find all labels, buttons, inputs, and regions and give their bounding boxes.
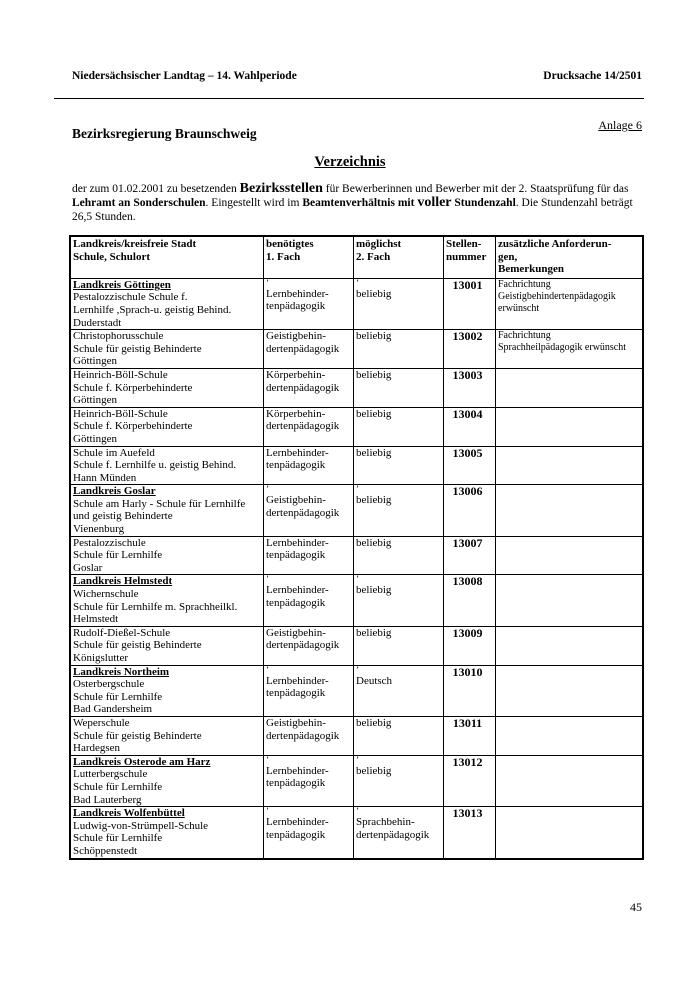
- document-header-right: Drucksache 14/2501: [543, 70, 642, 82]
- table-row: [71, 755, 643, 806]
- school-cell: [71, 626, 264, 665]
- remarks-cell: [496, 716, 643, 755]
- school-cell: [71, 278, 264, 329]
- subject-2-text: beliebig: [356, 494, 392, 507]
- intro-emphasis-3: Beamtenverhältnis mit: [302, 197, 418, 209]
- subject-1-cell: [264, 446, 354, 485]
- document-header-left: Niedersächsischer Landtag – 14. Wahlperiode: [72, 70, 297, 82]
- subject-2-text: Sprachbehin- dertenpädagogik: [356, 816, 430, 841]
- tick-mark: ʼ: [356, 574, 359, 585]
- position-number-text: 13007: [452, 535, 483, 550]
- subject-2-cell: [354, 330, 444, 369]
- tick-mark: ʼ: [356, 277, 359, 288]
- remarks-cell: [496, 807, 643, 858]
- position-number-cell: [444, 575, 496, 626]
- subject-1-cell: [264, 807, 354, 858]
- subject-1-text: Lernbehinder- tenpädagogik: [266, 536, 329, 562]
- remarks-text: Fachrichtung Sprachheilpädagogik erwünscht: [498, 330, 627, 354]
- remarks-cell: [496, 485, 643, 536]
- subject-2-cell: [354, 407, 444, 446]
- school-name: Wichernschule Schule für Lernhilfe m. Sprachheilkl. Helmstedt: [73, 588, 238, 626]
- remarks-cell: [496, 330, 643, 369]
- position-number-cell: [444, 407, 496, 446]
- subject-1-text: Lernbehinder- tenpädagogik: [266, 764, 329, 790]
- position-number-text: 13005: [452, 445, 483, 460]
- table-row: [71, 536, 643, 575]
- subject-2-text: beliebig: [356, 330, 392, 343]
- subject-2-text: beliebig: [356, 446, 392, 459]
- position-number-text: 13012: [452, 754, 483, 769]
- tick-mark: ʼ: [266, 754, 269, 765]
- position-number-text: 13002: [452, 329, 483, 344]
- positions-table: [70, 236, 643, 859]
- school-name: Osterbergschule Schule für Lernhilfe Bad Gandersheim: [73, 678, 163, 716]
- position-number-text: 13009: [452, 625, 483, 640]
- school-name: Pestalozzischule Schule für Lernhilfe Goslar: [73, 536, 163, 574]
- subject-1-cell: [264, 485, 354, 536]
- table-row: [71, 807, 643, 858]
- intro-text-2: für Bewerberinnen und Bewerber mit der 2. Staatsprüfung für das: [322, 183, 629, 195]
- position-number-text: 13013: [452, 806, 483, 821]
- subject-1-cell: [264, 575, 354, 626]
- tick-mark: ʼ: [356, 806, 359, 817]
- school-name: Ludwig-von-Strümpell-Schule Schule für Lernhilfe Schöppenstedt: [73, 819, 209, 857]
- subject-1-text: Geistigbehin- dertenpädagogik: [266, 716, 340, 742]
- page-title: Verzeichnis: [314, 154, 386, 170]
- school-cell: [71, 536, 264, 575]
- remarks-cell: [496, 407, 643, 446]
- position-number-cell: [444, 665, 496, 716]
- subject-1-text: Körperbehin- dertenpädagogik: [266, 407, 340, 433]
- table-row: [71, 575, 643, 626]
- subject-1-cell: [264, 536, 354, 575]
- position-number-text: 13011: [452, 715, 483, 730]
- column-header-fach2-text: möglichst 2. Fach: [356, 238, 402, 263]
- subject-2-cell: [354, 575, 444, 626]
- subject-1-text: Geistigbehin- dertenpädagogik: [266, 626, 340, 652]
- tick-mark: ʼ: [266, 277, 269, 288]
- intro-text-3: . Eingestellt wird im: [205, 197, 303, 209]
- column-header-nummer-text: Stellen- nummer: [446, 238, 487, 263]
- school-cell: [71, 665, 264, 716]
- intro-emphasis-5: Stundenzahl: [451, 197, 516, 209]
- subject-2-text: beliebig: [356, 368, 392, 381]
- table-row: [71, 278, 643, 329]
- school-name: Lutterbergschule Schule für Lernhilfe Bad Lauterberg: [73, 768, 163, 806]
- subject-2-text: Deutsch: [356, 674, 393, 687]
- district-name: Landkreis Wolfenbüttel: [73, 807, 185, 820]
- school-cell: [71, 575, 264, 626]
- school-name: Schule am Harly - Schule für Lernhilfe und geistig Behinderte Vienenburg: [73, 497, 246, 536]
- subject-1-text: Körperbehin- dertenpädagogik: [266, 368, 340, 394]
- subject-1-text: Lernbehinder- tenpädagogik: [266, 287, 329, 313]
- table-row: [71, 407, 643, 446]
- school-cell: [71, 446, 264, 485]
- school-name: Heinrich-Böll-Schule Schule f. Körperbehinderte Göttingen: [73, 368, 193, 407]
- remarks-cell: [496, 575, 643, 626]
- subject-1-cell: [264, 330, 354, 369]
- position-number-text: 13004: [452, 406, 483, 421]
- school-name: Pestalozzischule Schule f. Lernhilfe ,Sprach-u. geistig Behind. Duderstadt: [73, 291, 232, 329]
- remarks-cell: [496, 368, 643, 407]
- subject-2-text: beliebig: [356, 536, 392, 549]
- table-row: [71, 626, 643, 665]
- subject-1-cell: [264, 278, 354, 329]
- table-body: [71, 278, 643, 858]
- subject-1-text: Lernbehinder- tenpädagogik: [266, 816, 329, 841]
- subject-1-text: Geistigbehin- dertenpädagogik: [266, 494, 340, 519]
- column-header-remarks: [496, 237, 643, 279]
- header-divider: [54, 98, 644, 99]
- school-cell: [71, 485, 264, 536]
- subject-2-cell: [354, 368, 444, 407]
- position-number-text: 13003: [452, 367, 483, 382]
- table-header-row: [71, 237, 643, 279]
- subject-2-cell: [354, 665, 444, 716]
- subject-1-cell: [264, 407, 354, 446]
- tick-mark: ʼ: [266, 484, 269, 495]
- subject-1-text: Geistigbehin- dertenpädagogik: [266, 330, 340, 355]
- table-row: [71, 446, 643, 485]
- column-header-fach2: [354, 237, 444, 279]
- school-name: Rudolf-Dießel-Schule Schule für geistig Behinderte Königslutter: [73, 626, 202, 664]
- school-cell: [71, 407, 264, 446]
- tick-mark: ʼ: [356, 664, 359, 675]
- tick-mark: ʼ: [266, 664, 269, 675]
- subject-1-cell: [264, 626, 354, 665]
- column-header-fach1-text: benötigtes 1. Fach: [266, 238, 314, 263]
- school-name: Schule im Auefeld Schule f. Lernhilfe u. geistig Behind. Hann Münden: [73, 446, 237, 484]
- column-header-school-text: Landkreis/kreisfreie Stadt Schule, Schulort: [73, 238, 197, 263]
- district-name: Landkreis Osterode am Harz: [73, 755, 211, 768]
- subject-2-text: beliebig: [356, 626, 392, 639]
- subject-2-cell: [354, 485, 444, 536]
- subject-2-cell: [354, 807, 444, 858]
- remarks-cell: [496, 278, 643, 329]
- subject-1-text: Lernbehinder- tenpädagogik: [266, 584, 329, 610]
- position-number-text: 13008: [452, 574, 483, 589]
- position-number-cell: [444, 716, 496, 755]
- position-number-text: 13006: [452, 484, 483, 499]
- table-row: [71, 716, 643, 755]
- subject-2-text: beliebig: [356, 584, 392, 597]
- school-cell: [71, 807, 264, 858]
- remarks-cell: [496, 536, 643, 575]
- remarks-cell: [496, 626, 643, 665]
- subject-2-cell: [354, 536, 444, 575]
- tick-mark: ʼ: [266, 806, 269, 817]
- intro-emphasis-4: voller: [417, 195, 452, 210]
- tick-mark: ʼ: [356, 484, 359, 495]
- intro-emphasis-1: Bezirksstellen: [239, 181, 323, 196]
- subject-2-text: beliebig: [356, 764, 392, 777]
- page-number: 45: [630, 900, 642, 914]
- authority-name: Bezirksregierung Braunschweig: [72, 126, 257, 141]
- school-name: Christophorusschule Schule für geistig Behinderte Göttingen: [73, 330, 202, 368]
- subject-2-cell: [354, 446, 444, 485]
- position-number-cell: [444, 755, 496, 806]
- school-cell: [71, 755, 264, 806]
- subject-1-cell: [264, 755, 354, 806]
- table-row: [71, 330, 643, 369]
- intro-text-4: . Die Stundenzahl beträgt 26,5 Stunden.: [72, 197, 633, 223]
- subject-2-cell: [354, 278, 444, 329]
- table-row: [71, 368, 643, 407]
- school-cell: [71, 368, 264, 407]
- subject-2-text: beliebig: [356, 407, 392, 420]
- position-number-cell: [444, 278, 496, 329]
- school-cell: [71, 330, 264, 369]
- subject-2-cell: [354, 716, 444, 755]
- school-cell: [71, 716, 264, 755]
- district-name: Landkreis Göttingen: [73, 278, 171, 291]
- district-name: Landkreis Goslar: [73, 485, 156, 498]
- position-number-cell: [444, 368, 496, 407]
- remarks-cell: [496, 665, 643, 716]
- subject-1-cell: [264, 665, 354, 716]
- position-number-cell: [444, 536, 496, 575]
- column-header-school: [71, 237, 264, 279]
- position-number-cell: [444, 626, 496, 665]
- intro-emphasis-2: Lehramt an Sonderschulen: [72, 197, 206, 209]
- tick-mark: ʼ: [266, 574, 269, 585]
- subject-1-text: Lernbehinder- tenpädagogik: [266, 674, 329, 700]
- district-name: Landkreis Northeim: [73, 665, 170, 678]
- school-name: Heinrich-Böll-Schule Schule f. Körperbehinderte Göttingen: [73, 407, 193, 445]
- position-number-cell: [444, 807, 496, 858]
- intro-paragraph: [72, 182, 642, 224]
- position-number-cell: [444, 485, 496, 536]
- column-header-nummer: [444, 237, 496, 279]
- district-name: Landkreis Helmstedt: [73, 575, 173, 588]
- table-row: [71, 665, 643, 716]
- subject-1-text: Lernbehinder- tenpädagogik: [266, 446, 329, 472]
- tick-mark: ʼ: [356, 754, 359, 765]
- subject-1-cell: [264, 368, 354, 407]
- position-number-text: 13001: [452, 277, 483, 292]
- subject-1-cell: [264, 716, 354, 755]
- school-name: Weperschule Schule für geistig Behinderte Hardegsen: [73, 716, 202, 755]
- subject-2-cell: [354, 755, 444, 806]
- appendix-label: Anlage 6: [598, 118, 642, 132]
- position-number-cell: [444, 446, 496, 485]
- subject-2-cell: [354, 626, 444, 665]
- remarks-text: Fachrichtung Geistigbehindertenpädagogik erwünscht: [498, 278, 616, 314]
- remarks-cell: [496, 755, 643, 806]
- position-number-text: 13010: [452, 664, 483, 679]
- column-header-fach1: [264, 237, 354, 279]
- subject-2-text: beliebig: [356, 287, 392, 300]
- table-row: [71, 485, 643, 536]
- intro-text-1: der zum 01.02.2001 zu besetzenden: [72, 183, 240, 195]
- position-number-cell: [444, 330, 496, 369]
- subject-2-text: beliebig: [356, 716, 392, 729]
- column-header-remarks-text: zusätzliche Anforderun- gen, Bemerkungen: [498, 238, 612, 276]
- remarks-cell: [496, 446, 643, 485]
